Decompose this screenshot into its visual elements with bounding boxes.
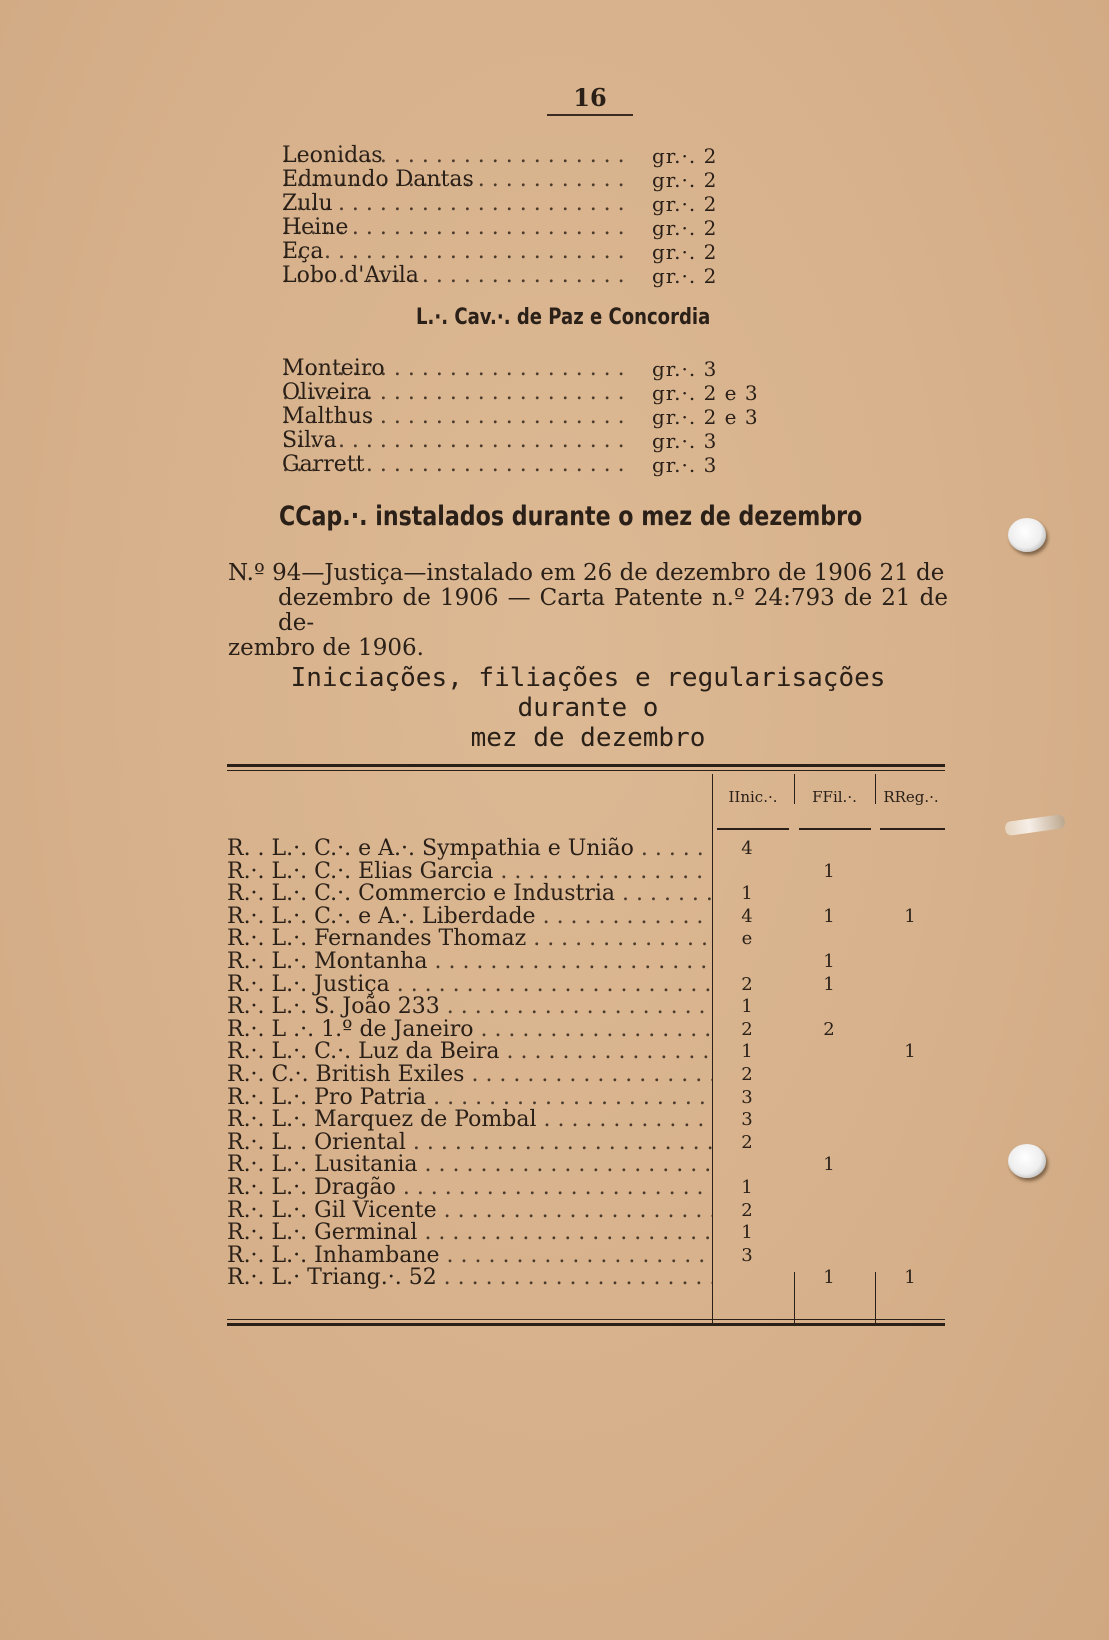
- member-grade: gr.·. 3: [652, 357, 718, 381]
- column-divider-3-bottom: [875, 1272, 876, 1326]
- lodge-name: R.·. C.·. British Exiles: [227, 1063, 465, 1086]
- lodge-name: R.·. L.·. Montanha: [227, 950, 428, 973]
- member-grade: gr.·. 2: [652, 168, 718, 192]
- table-bottom-rule-thick: [227, 1323, 945, 1326]
- fil-count: 1: [823, 1154, 835, 1176]
- list-item: [282, 240, 802, 264]
- column-divider-2: [794, 774, 795, 804]
- table-row: [227, 1018, 945, 1041]
- member-name: Leonidas: [282, 143, 383, 168]
- page-number: 16: [547, 84, 633, 116]
- table-row: [227, 837, 945, 860]
- table-row: [227, 1086, 945, 1109]
- member-grade: gr.·. 2 e 3: [652, 405, 759, 429]
- lodge-name: R.·. L.·. Lusitania: [227, 1153, 418, 1177]
- lodge-name: R.·. L.·. Inhambane: [227, 1243, 440, 1267]
- lodge-name: R.·. L.· Triang.·. 52: [227, 1266, 437, 1290]
- list-item: [282, 264, 802, 288]
- member-name: Eça: [282, 239, 324, 264]
- member-grade: gr.·. 2: [652, 240, 718, 264]
- table-row: [227, 995, 945, 1018]
- paragraph-line-3: zembro de 1906.: [228, 635, 424, 661]
- table-row: [227, 1199, 945, 1222]
- header-underline-reg: [880, 828, 945, 830]
- table-row: [227, 1131, 945, 1154]
- paragraph-line-1: N.º 94—Justiça—instalado em 26 de dezembro de 1906 21 de: [228, 560, 945, 586]
- lodge-name: R.·. L.·. Fernandes Thomaz: [227, 927, 527, 951]
- lodge-name: R.·. L.·. C.·. Elias Garcia: [227, 859, 494, 883]
- lodge-name: R.·. L.·. Dragão: [227, 1176, 396, 1199]
- paragraph-line-2: dezembro de 1906 — Carta Patente n.º 24:793 de 21 de de-: [278, 585, 948, 636]
- inic-count: 2: [741, 1018, 753, 1040]
- member-name: Garrett: [282, 452, 365, 477]
- reg-count: 1: [904, 905, 916, 927]
- member-grade: gr.·. 2: [652, 216, 718, 240]
- lodge-name: R.·. L.·. Pro Patria: [227, 1085, 427, 1109]
- fil-count: 1: [823, 860, 835, 882]
- table-row: [227, 882, 945, 905]
- member-grade: gr.·. 3: [652, 453, 718, 477]
- section-heading-ccap-instalados: CCap.·. instalados durante o mez de dezembro: [279, 501, 863, 532]
- table-row: [227, 860, 945, 883]
- table-row: [227, 1221, 945, 1244]
- header-underline-fil: [799, 828, 871, 830]
- fil-count: 1: [823, 1267, 835, 1289]
- table-row: [227, 1176, 945, 1199]
- member-grade: gr.·. 3: [652, 429, 718, 453]
- list-item: [282, 168, 802, 192]
- binder-hole-top: [1008, 518, 1046, 552]
- list-item: [282, 405, 802, 429]
- fil-count: 1: [823, 973, 835, 995]
- column-divider-2-bottom: [794, 1272, 795, 1326]
- lodge-name: R.·. L.·. C.·. Commercio e Industria: [227, 882, 615, 906]
- section-heading-cav-paz-concordia: L.·. Cav.·. de Paz e Concordia: [416, 305, 711, 330]
- member-list-paz-concordia: [282, 357, 802, 477]
- inic-count: 4: [741, 838, 753, 859]
- list-item: [282, 381, 802, 405]
- table-row: [227, 1244, 945, 1267]
- table-title: [228, 663, 948, 753]
- table-row: [227, 1153, 945, 1176]
- lodge-name: R.·. L .·. 1.º de Janeiro: [227, 1017, 474, 1041]
- lodge-name: R.·. L.·. Germinal: [227, 1221, 418, 1245]
- lodge-name: R. . L.·. C.·. e A.·. Sympathia e União: [227, 837, 634, 860]
- paper-tear: [1004, 814, 1065, 836]
- column-header-fil: FFil.·.: [812, 788, 857, 806]
- member-name: Heine: [282, 215, 349, 240]
- member-name: Monteiro: [282, 356, 385, 381]
- inic-count: 1: [741, 1177, 753, 1198]
- table-row: [227, 1063, 945, 1086]
- table-top-rule-thin: [227, 770, 945, 771]
- inic-count: 4: [741, 905, 753, 927]
- inic-count: 1: [741, 1041, 753, 1063]
- table-top-rule-thick: [227, 764, 945, 767]
- table-title-line-1: Iniciações, filiações e regularisações durante o: [290, 663, 886, 723]
- column-header-inic: IInic.·.: [728, 788, 778, 806]
- reg-count: 1: [904, 1267, 916, 1289]
- table-row: [227, 1266, 945, 1289]
- member-grade: gr.·. 2: [652, 264, 718, 288]
- installation-paragraph: [228, 561, 948, 661]
- inic-count: 3: [741, 1086, 753, 1108]
- member-grade: gr.·. 2 e 3: [652, 381, 759, 405]
- table-bottom-rule-thin: [227, 1319, 945, 1320]
- member-name: Malthus: [282, 404, 374, 429]
- member-name: Silva: [282, 428, 337, 453]
- inic-count: 2: [741, 973, 753, 995]
- binder-hole-bottom: [1008, 1144, 1046, 1178]
- lodge-name: R.·. L.·. Gil Vicente: [227, 1198, 437, 1222]
- member-name: Oliveira: [282, 380, 371, 405]
- inic-count: 3: [741, 1244, 753, 1266]
- lodge-name: R.·. L.·. S. João 233: [227, 995, 440, 1019]
- list-item: [282, 144, 802, 168]
- inic-count: e: [741, 928, 753, 950]
- list-item: [282, 357, 802, 381]
- list-item: [282, 453, 802, 477]
- table-row: [227, 950, 945, 973]
- inic-count: 2: [741, 1199, 753, 1221]
- table-row: [227, 905, 945, 928]
- member-name: Lobo d'Avila: [282, 263, 419, 288]
- fil-count: 1: [823, 905, 835, 927]
- inic-count: 2: [741, 1131, 753, 1153]
- table-title-line-2: mez de dezembro: [470, 723, 706, 753]
- member-grade: gr.·. 2: [652, 192, 718, 216]
- list-item: [282, 429, 802, 453]
- member-name: Zulu: [282, 191, 333, 216]
- table-row: [227, 973, 945, 996]
- inic-count: 3: [741, 1109, 753, 1131]
- inic-count: 1: [741, 996, 753, 1018]
- inic-count: 2: [741, 1064, 753, 1085]
- lodge-name: R.·. L.·. Marquez de Pombal: [227, 1108, 537, 1132]
- inic-count: 1: [741, 1222, 753, 1244]
- fil-count: 2: [823, 1018, 835, 1040]
- lodge-name: R.·. L.·. C.·. Luz da Beira: [227, 1040, 500, 1064]
- column-header-reg: RReg.·.: [883, 788, 939, 806]
- inic-count: 1: [741, 883, 753, 905]
- list-item: [282, 216, 802, 240]
- fil-count: 1: [823, 951, 835, 972]
- list-item: [282, 192, 802, 216]
- table-row: [227, 1040, 945, 1063]
- table-row: [227, 927, 945, 950]
- lodge-name: R.·. L. . Oriental: [227, 1130, 406, 1154]
- reg-count: 1: [904, 1041, 916, 1063]
- column-divider-3: [875, 774, 876, 804]
- member-list-top: [282, 144, 802, 288]
- header-underline-inic: [717, 828, 789, 830]
- member-grade: gr.·. 2: [652, 144, 718, 168]
- lodge-name: R.·. L.·. Justiça: [227, 972, 390, 996]
- initiations-table: [227, 764, 945, 1326]
- member-name: Edmundo Dantas: [282, 167, 474, 192]
- lodge-name: R.·. L.·. C.·. e A.·. Liberdade: [227, 904, 536, 928]
- table-row: [227, 1108, 945, 1131]
